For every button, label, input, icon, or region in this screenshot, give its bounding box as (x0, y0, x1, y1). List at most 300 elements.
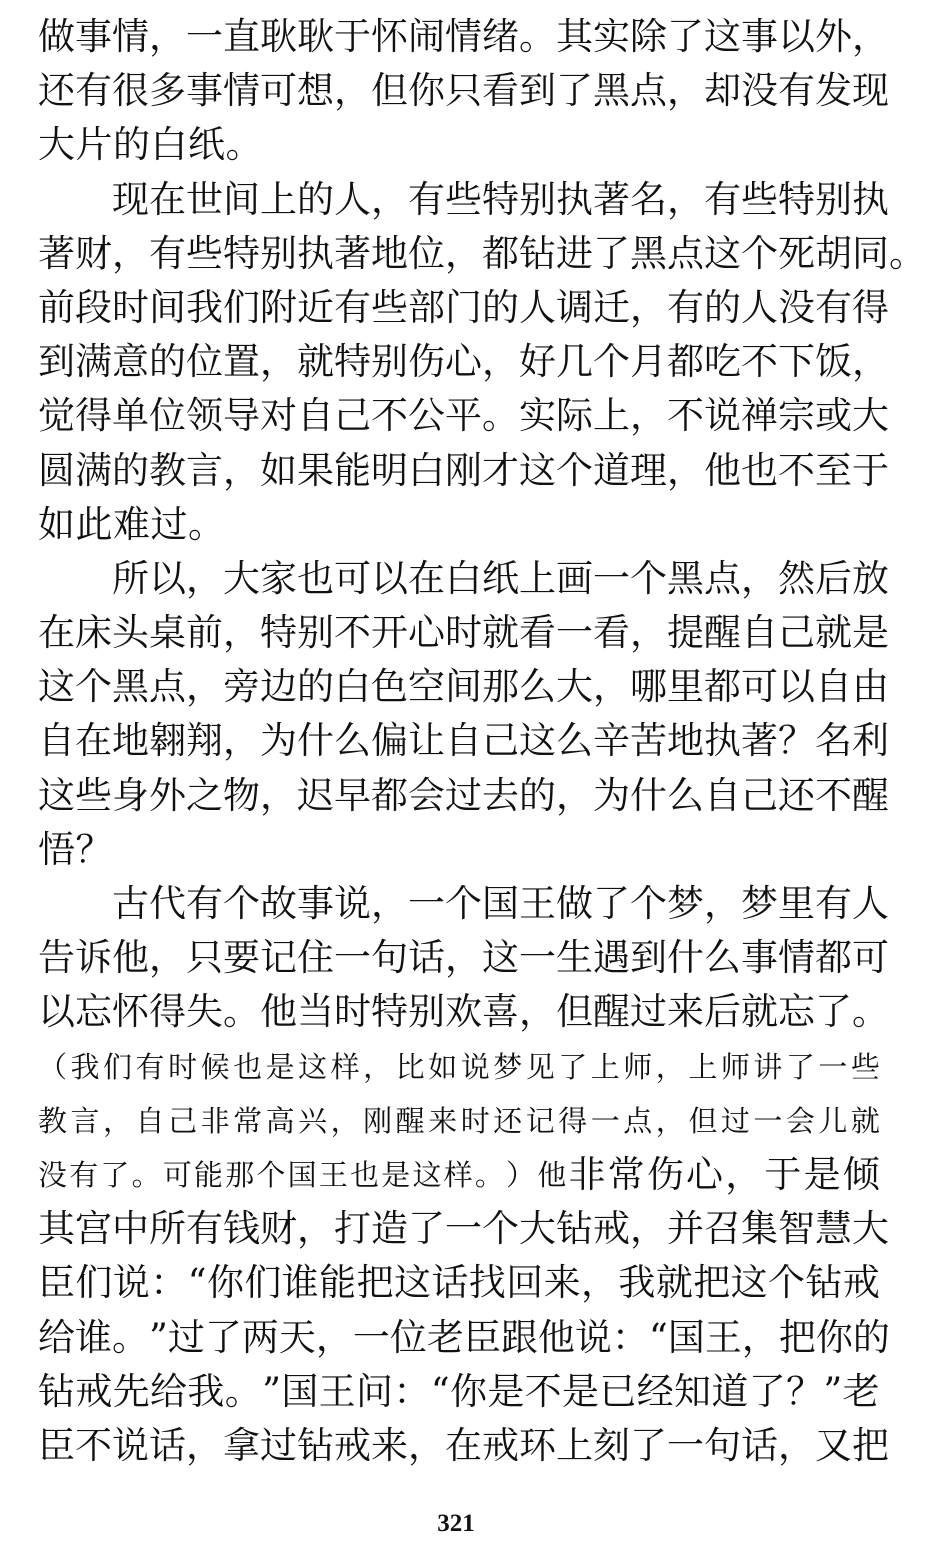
text-line (38, 606, 889, 660)
glyph: 个 (223, 882, 260, 925)
glyph: 上 (260, 177, 297, 221)
glyph: 有 (75, 69, 112, 113)
glyph: 多 (149, 69, 186, 113)
glyph: 近 (297, 285, 334, 329)
glyph: 或 (815, 394, 852, 438)
glyph: ， (482, 340, 519, 384)
glyph: 著 (593, 177, 630, 221)
glyph: 可 (260, 69, 297, 113)
glyph: 到 (38, 340, 75, 384)
glyph: ， (519, 990, 556, 1034)
glyph: 特 (778, 177, 815, 221)
glyph: 由 (852, 665, 889, 709)
glyph: 一 (519, 936, 556, 980)
glyph: 事 (186, 69, 223, 113)
glyph: 情 (223, 69, 260, 113)
glyph: 别 (815, 177, 852, 221)
glyph: 平 (445, 394, 482, 438)
glyph: 些 (850, 1049, 880, 1084)
glyph: 了 (558, 1049, 588, 1084)
glyph: 你 (449, 1369, 487, 1413)
glyph: 辛 (593, 719, 630, 763)
glyph: ， (223, 719, 260, 763)
glyph: ， (445, 231, 482, 275)
glyph: ， (630, 1207, 667, 1251)
glyph: 旁 (223, 665, 260, 709)
glyph: 醒 (704, 611, 741, 655)
glyph: 了 (785, 1049, 815, 1084)
glyph: 但 (371, 69, 408, 113)
glyph: 个 (445, 882, 482, 925)
glyph: 己 (168, 1103, 198, 1138)
glyph: 。 (889, 231, 926, 275)
glyph: ， (149, 936, 186, 980)
text-line (38, 1365, 880, 1419)
glyph: 是 (487, 1369, 525, 1413)
glyph: 执 (704, 719, 741, 763)
glyph: 道 (711, 1369, 749, 1413)
glyph: 饭 (815, 340, 852, 384)
glyph: 得 (75, 394, 112, 438)
glyph: ， (186, 665, 223, 709)
glyph: ， (223, 611, 260, 655)
glyph: 有 (815, 882, 852, 925)
glyph: 不 (778, 448, 815, 492)
glyph: ， (852, 15, 889, 58)
glyph: 些 (445, 177, 482, 221)
glyph: 给 (38, 1315, 75, 1359)
glyph: 这 (704, 15, 741, 58)
glyph: 满 (75, 448, 112, 492)
glyph: 让 (408, 719, 445, 763)
glyph: 钻 (38, 1369, 75, 1413)
glyph: 别 (297, 611, 334, 655)
text-line (38, 1256, 880, 1310)
glyph: 可 (741, 665, 778, 709)
glyph: 做 (556, 882, 593, 925)
glyph: 怀 (371, 15, 408, 58)
glyph: 做 (38, 15, 75, 58)
glyph: 单 (112, 394, 149, 438)
glyph: ： (393, 1369, 431, 1413)
glyph: 其 (556, 15, 593, 58)
glyph: 白 (150, 123, 188, 167)
glyph: ， (852, 340, 889, 384)
glyph: 说 (334, 882, 371, 925)
glyph: 实 (593, 15, 630, 58)
glyph: 是 (562, 1369, 599, 1413)
glyph: 在 (408, 556, 445, 600)
glyph: 很 (112, 69, 149, 113)
glyph: ， (260, 340, 297, 384)
glyph: 位 (408, 231, 445, 275)
glyph: 们 (244, 1261, 282, 1305)
glyph: 头 (112, 611, 149, 655)
glyph: ， (630, 611, 667, 655)
glyph: 可 (852, 936, 889, 980)
glyph: 这 (412, 1157, 442, 1192)
glyph: 过 (630, 990, 667, 1034)
glyph: 我 (70, 1049, 100, 1084)
glyph: ， (630, 394, 667, 438)
glyph: 这 (482, 936, 519, 980)
glyph: 苦 (630, 719, 667, 763)
glyph: 住 (297, 936, 334, 980)
glyph: 拿 (223, 1423, 260, 1467)
glyph: 人 (741, 285, 778, 329)
glyph: 把 (778, 1315, 816, 1359)
glyph: 说 (574, 1315, 612, 1359)
glyph: 心 (686, 1152, 724, 1196)
glyph: 了 (593, 882, 630, 925)
glyph: 有 (408, 177, 445, 221)
glyph: 兴 (298, 1103, 328, 1138)
glyph: 的 (482, 285, 519, 329)
glyph: ， (103, 1103, 133, 1138)
glyph: 说 (112, 1261, 150, 1305)
glyph: 就 (482, 611, 519, 655)
glyph: 上 (556, 1423, 593, 1467)
glyph: 地 (371, 231, 408, 275)
glyph: 先 (112, 1369, 150, 1413)
glyph: 讲 (753, 1049, 783, 1084)
glyph: 有 (135, 1049, 165, 1084)
glyph: 一 (818, 1049, 848, 1084)
glyph: 醒 (593, 990, 630, 1034)
glyph: 就 (815, 611, 852, 655)
glyph: 国 (281, 1369, 319, 1413)
glyph: 国 (482, 882, 519, 925)
glyph: 么 (556, 719, 593, 763)
glyph: 我 (187, 1369, 225, 1413)
glyph: 著 (741, 719, 778, 763)
glyph: 此 (75, 502, 113, 546)
glyph: 吃 (704, 340, 741, 384)
glyph: “ (187, 1261, 207, 1305)
glyph: 教 (149, 448, 186, 492)
glyph: 钱 (223, 1207, 260, 1251)
glyph: ， (408, 1423, 445, 1467)
glyph: 情 (778, 936, 815, 980)
glyph: 就 (741, 990, 778, 1034)
text-line (38, 227, 926, 281)
glyph: 言 (186, 448, 223, 492)
text-line (38, 10, 889, 64)
glyph: 钻 (556, 1207, 593, 1251)
glyph: 他 (537, 1315, 575, 1359)
glyph: 了 (748, 1369, 786, 1413)
glyph: 大 (852, 394, 889, 438)
glyph: 下 (778, 340, 815, 384)
glyph: 回 (506, 1261, 544, 1305)
glyph: 白 (445, 556, 482, 600)
glyph: 话 (149, 1423, 186, 1467)
glyph: 至 (815, 448, 852, 492)
glyph: 戒 (842, 1261, 880, 1305)
glyph: 。 (852, 990, 889, 1034)
glyph: 过 (150, 502, 188, 546)
glyph: ， (556, 773, 593, 817)
glyph: 来 (428, 1103, 458, 1138)
glyph: 了 (667, 15, 704, 58)
glyph: 的 (113, 123, 150, 167)
glyph: 一 (408, 882, 445, 925)
glyph: 自 (135, 1103, 165, 1138)
glyph: 来 (371, 1423, 408, 1467)
glyph: 不 (741, 340, 778, 384)
glyph: 把 (852, 1423, 889, 1467)
glyph: 不 (334, 611, 371, 655)
glyph: 来 (667, 990, 704, 1034)
glyph: ， (655, 1103, 685, 1138)
paragraph-first-line (38, 552, 889, 606)
glyph: 所 (112, 556, 149, 600)
glyph: 可 (334, 556, 371, 600)
glyph: 生 (556, 936, 593, 980)
glyph: 时 (460, 1103, 490, 1138)
glyph: 忘 (778, 990, 815, 1034)
glyph: 如 (38, 502, 75, 546)
text-line (38, 498, 880, 552)
glyph: 利 (852, 719, 889, 763)
glyph: 中 (112, 1207, 149, 1251)
glyph: ， (581, 1261, 619, 1305)
glyph: 了 (630, 1423, 667, 1467)
glyph: 的 (704, 285, 741, 329)
glyph: 地 (112, 719, 149, 763)
glyph: 偏 (371, 719, 408, 763)
glyph: 环 (519, 1423, 556, 1467)
glyph: ， (223, 448, 260, 492)
glyph: 醒 (395, 1103, 425, 1138)
glyph: 大 (223, 556, 260, 600)
glyph: 哪 (630, 665, 667, 709)
glyph: ” (149, 1315, 168, 1359)
glyph: 看 (482, 69, 519, 113)
text-line (38, 1311, 890, 1365)
glyph: 前 (186, 611, 223, 655)
text-line (38, 118, 880, 172)
glyph: 个 (630, 882, 667, 925)
glyph: 却 (704, 69, 741, 113)
glyph: 看 (593, 611, 630, 655)
glyph: 说 (704, 394, 741, 438)
glyph: ， (593, 665, 630, 709)
glyph: 过 (167, 1315, 205, 1359)
glyph: 翔 (186, 719, 223, 763)
glyph: 己 (334, 394, 371, 438)
glyph: 在 (149, 177, 186, 221)
glyph: 自 (445, 719, 482, 763)
glyph: 别 (519, 177, 556, 221)
glyph: 有 (334, 285, 371, 329)
glyph: 道 (593, 448, 630, 492)
glyph: 儿 (818, 1103, 848, 1138)
glyph: ， (704, 882, 741, 925)
glyph: ， (667, 177, 704, 221)
glyph: 到 (519, 69, 556, 113)
text-line (38, 985, 889, 1039)
glyph: 一 (334, 936, 371, 980)
glyph: 别 (408, 990, 445, 1034)
glyph: 。 (519, 15, 556, 58)
paragraph-first-line (38, 877, 889, 931)
glyph: 公 (408, 394, 445, 438)
glyph: 你 (408, 69, 445, 113)
glyph: 有 (704, 177, 741, 221)
glyph: 天 (278, 1315, 316, 1359)
glyph: ： (150, 1261, 188, 1305)
glyph: 王 (318, 1157, 348, 1192)
glyph: 门 (445, 285, 482, 329)
glyph: 问 (356, 1369, 394, 1413)
glyph: 财 (260, 1207, 297, 1251)
glyph: 人 (852, 882, 889, 925)
glyph: 了 (100, 1157, 130, 1192)
glyph: 见 (525, 1049, 555, 1084)
glyph: 个 (593, 340, 630, 384)
glyph: 事 (75, 15, 112, 58)
glyph: 能 (319, 1261, 357, 1305)
glyph: 这 (519, 719, 556, 763)
glyph: 别 (371, 340, 408, 384)
glyph: 王 (318, 1369, 356, 1413)
glyph: 都 (704, 665, 741, 709)
glyph: 纸 (188, 123, 225, 167)
glyph: 。 (224, 1369, 262, 1413)
glyph: 位 (149, 394, 186, 438)
glyph: 能 (194, 1157, 224, 1192)
text-line (38, 389, 889, 443)
glyph: 名 (630, 177, 667, 221)
glyph: 如 (428, 1049, 458, 1084)
glyph: 个 (256, 1157, 286, 1192)
glyph: 没 (741, 69, 778, 113)
glyph: ） (506, 1157, 536, 1192)
text-line (38, 823, 880, 877)
glyph: 王 (519, 882, 556, 925)
glyph: 自 (297, 394, 334, 438)
glyph: 特 (223, 231, 260, 275)
glyph: 大 (38, 123, 75, 167)
glyph: 两 (241, 1315, 279, 1359)
glyph: 个 (768, 1261, 806, 1305)
glyph: 钻 (519, 231, 556, 275)
glyph: 进 (556, 231, 593, 275)
glyph: 又 (815, 1423, 852, 1467)
glyph: 事 (741, 936, 778, 980)
glyph: 常 (607, 1152, 645, 1196)
glyph: 难 (113, 502, 150, 546)
glyph: 得 (852, 285, 889, 329)
glyph: 禅 (741, 394, 778, 438)
glyph: 可 (162, 1157, 192, 1192)
glyph: 实 (519, 394, 556, 438)
glyph: 床 (75, 611, 112, 655)
glyph: 一 (186, 15, 223, 58)
glyph: 要 (223, 936, 260, 980)
glyph: 翱 (149, 719, 186, 763)
glyph: 黑 (112, 665, 149, 709)
glyph: 也 (233, 1049, 263, 1084)
glyph: 然 (778, 556, 815, 600)
annotation-line (38, 1040, 880, 1094)
glyph: 自 (38, 719, 75, 763)
glyph: 悟 (38, 827, 75, 871)
glyph: 调 (556, 285, 593, 329)
glyph: 也 (741, 448, 778, 492)
glyph: 执 (297, 231, 334, 275)
glyph: 上 (688, 1049, 718, 1084)
glyph: 集 (741, 1207, 778, 1251)
annotation-mixed-line (38, 1148, 880, 1202)
glyph: 间 (223, 177, 260, 221)
glyph: 时 (445, 611, 482, 655)
glyph: 情 (445, 15, 482, 58)
glyph: 么 (667, 773, 704, 817)
glyph: 故 (260, 882, 297, 925)
glyph: 个 (630, 556, 667, 600)
glyph: ？ (75, 827, 113, 871)
glyph: 给 (150, 1369, 188, 1413)
glyph: 死 (778, 231, 815, 275)
glyph: 黑 (667, 556, 704, 600)
glyph: 刚 (445, 448, 482, 492)
glyph: 召 (704, 1207, 741, 1251)
glyph: 色 (371, 665, 408, 709)
glyph: 际 (556, 394, 593, 438)
glyph: 以 (371, 556, 408, 600)
glyph: ， (260, 773, 297, 817)
glyph: 钻 (805, 1261, 843, 1305)
glyph: 有 (815, 285, 852, 329)
glyph: 戒 (75, 1369, 113, 1413)
glyph: 古 (112, 882, 149, 925)
glyph: 什 (297, 719, 334, 763)
glyph: 们 (75, 1261, 113, 1305)
glyph: 这 (519, 448, 556, 492)
glyph: 前 (38, 285, 75, 329)
glyph: 黑 (593, 69, 630, 113)
glyph: 我 (186, 285, 223, 329)
glyph: 现 (852, 69, 889, 113)
glyph: 位 (389, 1315, 427, 1359)
glyph: 。 (482, 394, 519, 438)
glyph: 还 (778, 773, 815, 817)
glyph: 的 (297, 177, 334, 221)
glyph: 找 (468, 1261, 506, 1305)
glyph: 倾 (842, 1152, 880, 1196)
glyph: 是 (381, 1157, 411, 1192)
glyph: 后 (704, 990, 741, 1034)
glyph: 王 (704, 1315, 742, 1359)
glyph: 特 (334, 340, 371, 384)
glyph: 。 (112, 1315, 149, 1359)
glyph: 才 (482, 448, 519, 492)
glyph: 是 (265, 1049, 295, 1084)
glyph: 他 (112, 936, 149, 980)
glyph: 世 (186, 177, 223, 221)
glyph: 地 (667, 719, 704, 763)
glyph: 提 (667, 611, 704, 655)
glyph: 言 (70, 1103, 100, 1138)
glyph: 不 (75, 1423, 112, 1467)
glyph: 是 (852, 611, 889, 655)
glyph: 梦 (667, 882, 704, 925)
glyph: 所 (149, 1207, 186, 1251)
glyph: 教 (38, 1103, 68, 1138)
glyph: 点 (667, 231, 704, 275)
